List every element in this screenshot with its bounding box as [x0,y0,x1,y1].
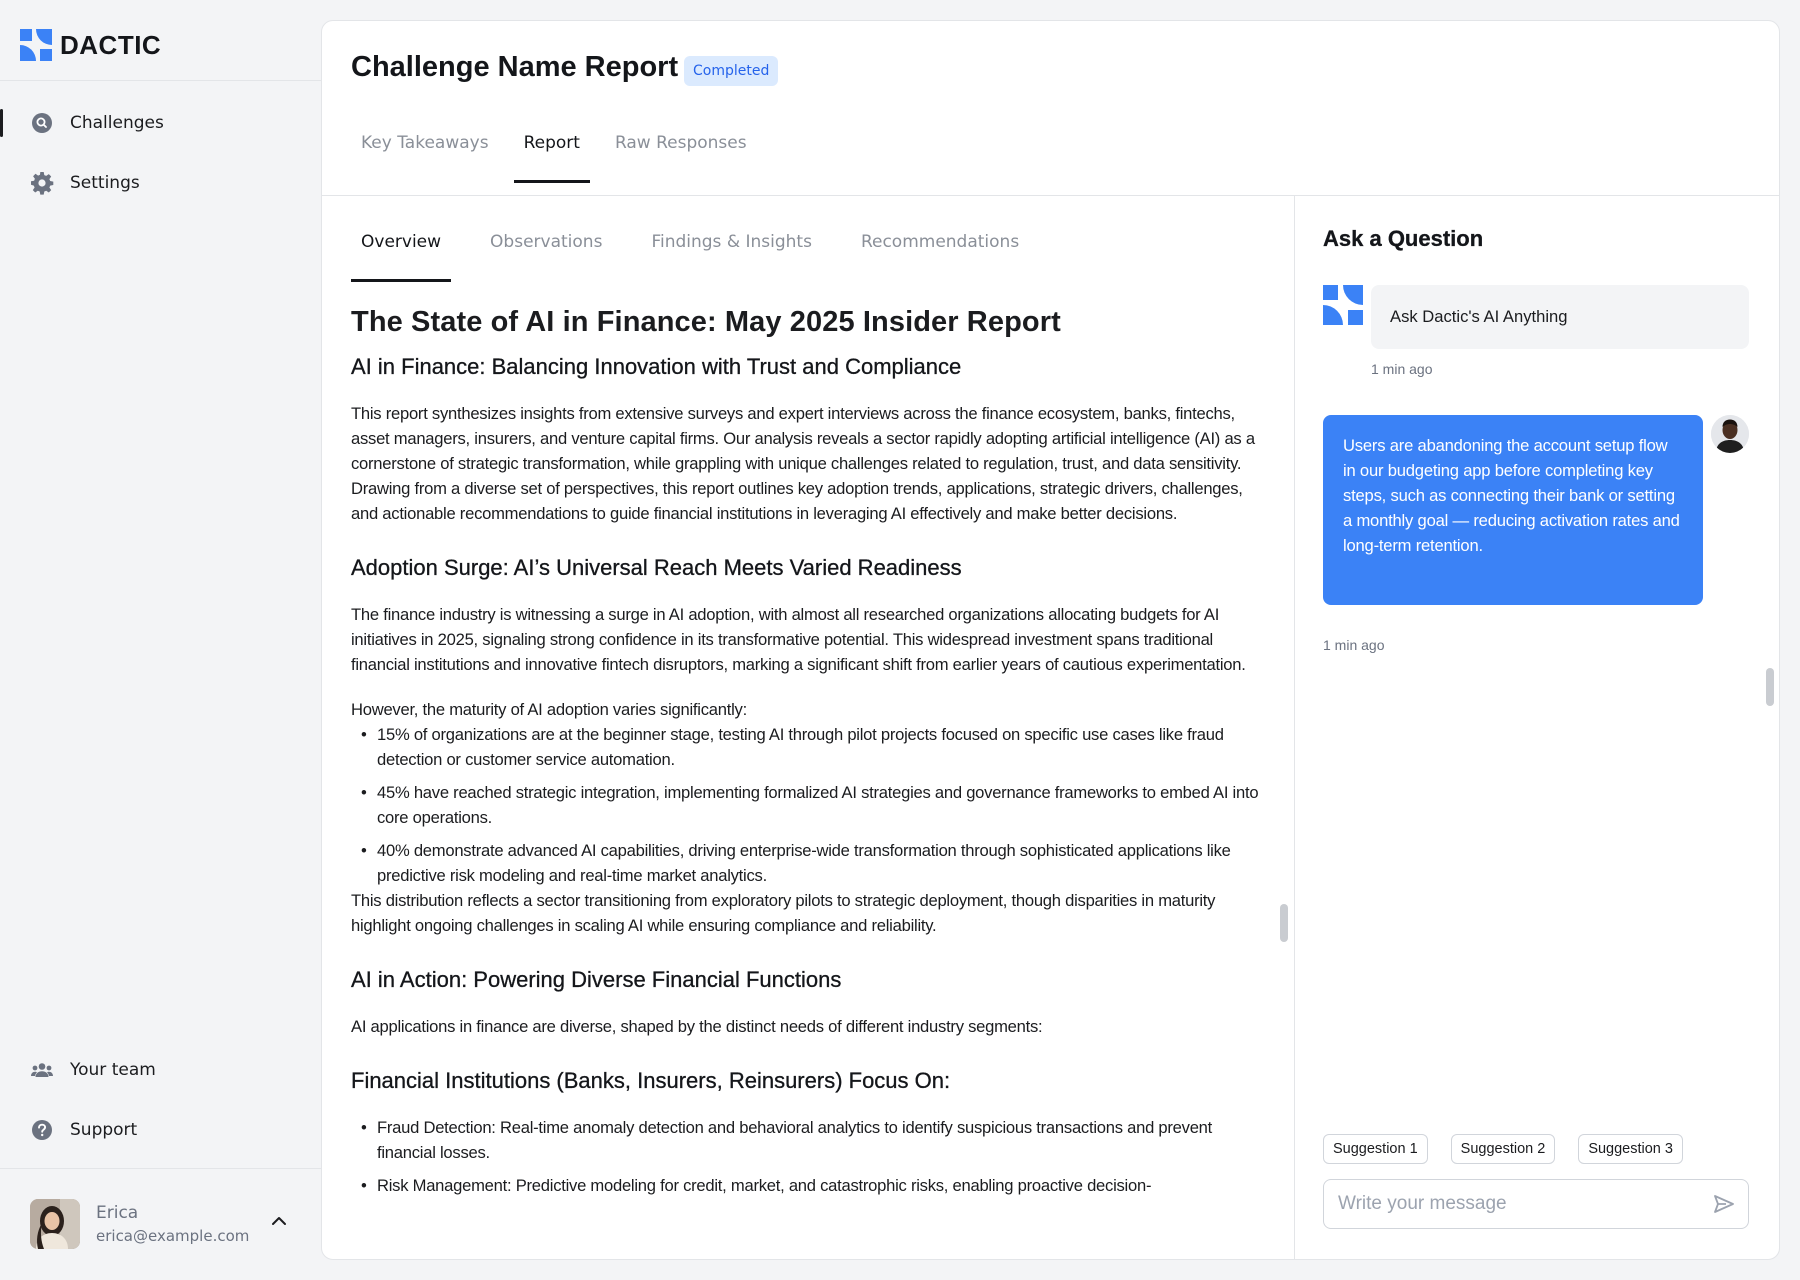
user-message: Users are abandoning the account setup flow in our budgeting app before completing key steps, such as connecting their bank or setting a monthly goal — reducing activation rates and long-term retention. [1323,415,1703,605]
tab-overview[interactable]: Overview [351,222,451,282]
suggestion-chip[interactable]: Suggestion 1 [1323,1134,1428,1164]
tab-observations[interactable]: Observations [490,232,603,252]
active-nav-indicator [0,109,3,137]
search-circle-icon [30,111,54,135]
sidebar-item-label: Support [70,1120,138,1140]
report-subtitle: AI in Finance: Balancing Innovation with Trust and Compliance [351,354,962,379]
section-heading: Adoption Surge: AI’s Universal Reach Meets Varied Readiness [351,555,962,580]
bullet-list [351,1115,1263,1198]
list-item: • Risk Management: Predictive modeling for credit, market, and catastrophic risks, enabling proactive decision- [351,1173,1263,1198]
list-item: • 45% have reached strategic integration, implementing formalized AI strategies and governance frameworks to embed AI into core operations. [351,780,1263,830]
list-item: • Fraud Detection: Real-time anomaly detection and behavioral analytics to identify suspicious transactions and prevent financial losses. [351,1115,1263,1165]
message-timestamp: 1 min ago [1323,637,1385,653]
report-intro: This report synthesizes insights from extensive surveys and expert interviews across the finance ecosystem, banks, fintechs, asset managers, insurers, and venture capital firms. Our analysis reveals a sector rapidly adopting artificial intelligence (AI) as a cornerstone of strategic transformation, while grappling with unique challenges related to regulation, trust, and data sensitivity. Drawing from a diverse set of perspectives, this report outlines key adoption trends, applications, strategic drivers, challenges, and actionable recommendations to guide financial institutions in leveraging AI effectively and make better decisions. [351,404,1255,523]
help-icon [30,1118,54,1142]
user-name: Erica [96,1203,139,1223]
suggestion-chip[interactable]: Suggestion 3 [1578,1134,1683,1164]
report-scrollbar[interactable] [1280,904,1288,942]
report-document [351,305,1263,1206]
dactic-bot-icon [1323,285,1363,325]
brand-logo[interactable] [20,28,161,62]
list-item: • 15% of organizations are at the beginner stage, testing AI through pilot projects focused on specific use cases like fraud detection or customer service automation. [351,722,1263,772]
chevron-up-icon[interactable] [271,1211,287,1230]
sidebar-item-support[interactable] [30,1114,137,1146]
tab-findings-insights[interactable]: Findings & Insights [651,232,812,252]
section-paragraph: The finance industry is witnessing a surge in AI adoption, with almost all researched organizations allocating budgets for AI initiatives in 2025, signaling strong confidence in its transformative potential. This widespread investment spans traditional financial institutions and innovative fintech disruptors, marking a significant shift from earlier years of cautious experimentation. [351,605,1246,674]
avatar [1711,415,1749,453]
section-heading: AI in Action: Powering Diverse Financial Functions [351,967,842,992]
send-icon[interactable] [1712,1192,1736,1216]
sidebar [0,0,321,1280]
report-tabs [351,123,772,183]
status-badge: Completed [684,56,778,86]
message-timestamp: 1 min ago [1371,361,1433,377]
list-item: • 40% demonstrate advanced AI capabilities, driving enterprise-wide transformation through sophisticated applications like predictive risk modeling and real-time market analytics. [351,838,1263,888]
tab-report[interactable]: Report [514,123,590,183]
bot-message: Ask Dactic's AI Anything [1371,285,1749,349]
avatar [30,1199,80,1249]
section-heading: Financial Institutions (Banks, Insurers, Reinsurers) Focus On: [351,1068,951,1093]
team-icon [30,1058,54,1082]
sidebar-item-settings[interactable] [30,167,140,199]
sidebar-divider [0,80,321,81]
user-email: erica@example.com [96,1227,250,1245]
sidebar-item-label: Challenges [70,113,164,133]
report-panel [322,196,1294,1260]
section-paragraph: AI applications in finance are diverse, shaped by the distinct needs of different industry segments: [351,1017,1043,1036]
tab-key-takeaways[interactable]: Key Takeaways [361,133,489,153]
suggestion-chips [1323,1134,1706,1164]
sidebar-item-your-team[interactable] [30,1054,156,1086]
tab-raw-responses[interactable]: Raw Responses [614,133,747,153]
page-title: Challenge Name Report [351,51,679,83]
message-composer [1323,1179,1749,1229]
report-section-tabs [351,222,1058,282]
dactic-logo-icon [20,29,52,61]
chat-scrollbar[interactable] [1766,668,1774,706]
sidebar-item-challenges[interactable] [30,107,164,139]
chat-title: Ask a Question [1323,226,1484,251]
chat-panel [1295,196,1780,1260]
section-paragraph: However, the maturity of AI adoption varies significantly: [351,700,747,719]
gear-icon [30,171,54,195]
tab-recommendations[interactable]: Recommendations [860,232,1020,252]
sidebar-divider [0,1168,321,1169]
brand-name: DACTIC [60,29,162,60]
section-paragraph: This distribution reflects a sector transitioning from exploratory pilots to strategic deployment, though disparities in maturity highlight ongoing challenges in scaling AI while ensuring compliance and reliability. [351,891,1216,935]
bullet-list [351,722,1263,888]
message-input[interactable] [1338,1180,1698,1228]
sidebar-item-label: Settings [70,173,140,193]
main-panel [321,20,1780,1260]
user-profile[interactable] [30,1199,295,1249]
report-title: The State of AI in Finance: May 2025 Insider Report [351,306,1061,338]
sidebar-item-label: Your team [70,1060,156,1080]
suggestion-chip[interactable]: Suggestion 2 [1451,1134,1556,1164]
